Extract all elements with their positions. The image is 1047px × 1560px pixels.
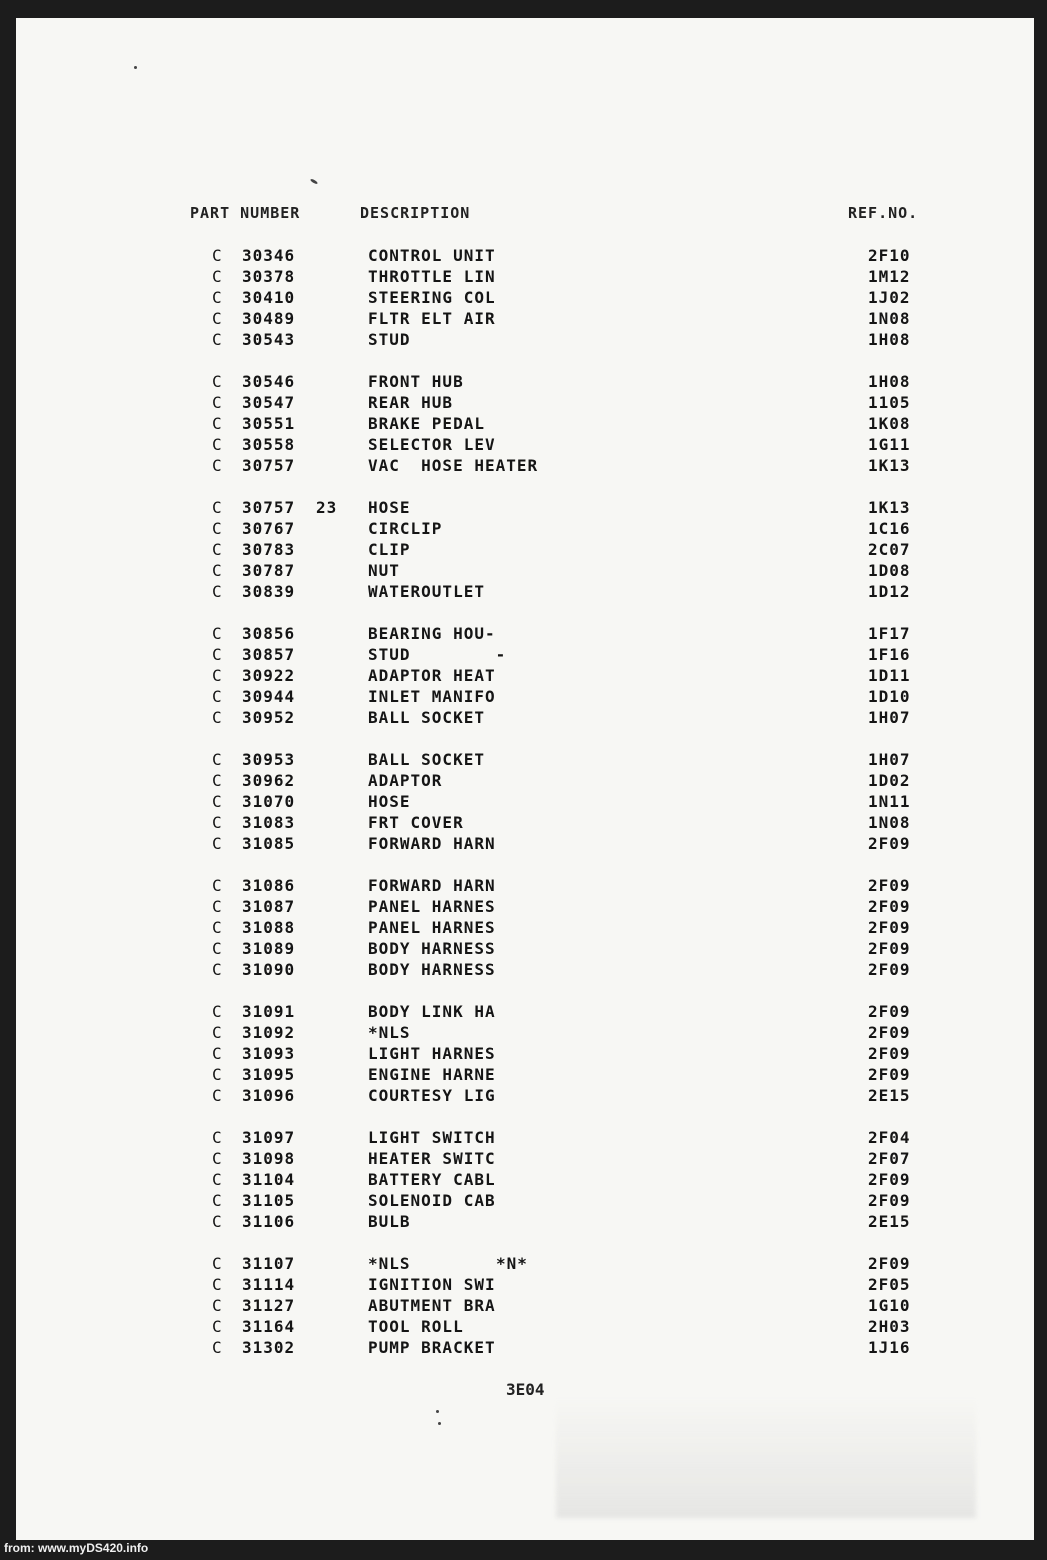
- row-prefix: C: [212, 792, 223, 811]
- description: ABUTMENT BRA: [368, 1296, 496, 1315]
- ref-number: 2F09: [868, 876, 911, 895]
- description: BALL SOCKET: [368, 750, 485, 769]
- ref-number: 2F09: [868, 1191, 911, 1210]
- part-number: 30839: [242, 582, 296, 601]
- table-row: [16, 792, 1034, 812]
- row-prefix: C: [212, 624, 223, 643]
- row-prefix: C: [212, 393, 223, 412]
- part-number: 30558: [242, 435, 296, 454]
- ref-number: 1G10: [868, 1296, 911, 1315]
- table-row: [16, 1212, 1034, 1232]
- row-prefix: C: [212, 645, 223, 664]
- page-id: 3E04: [506, 1380, 545, 1399]
- description: BODY LINK HA: [368, 1002, 496, 1021]
- row-prefix: C: [212, 519, 223, 538]
- row-prefix: C: [212, 267, 223, 286]
- part-number: 31097: [242, 1128, 296, 1147]
- ref-number: 1D12: [868, 582, 911, 601]
- part-number: 31090: [242, 960, 296, 979]
- row-prefix: C: [212, 771, 223, 790]
- table-row: [16, 750, 1034, 770]
- header-part-number: PART NUMBER: [190, 204, 301, 222]
- row-prefix: C: [212, 834, 223, 853]
- part-number: 30410: [242, 288, 296, 307]
- row-prefix: C: [212, 435, 223, 454]
- table-row: [16, 960, 1034, 980]
- ref-number: 1N08: [868, 813, 911, 832]
- description: FORWARD HARN: [368, 876, 496, 895]
- part-number: 31098: [242, 1149, 296, 1168]
- description: CONTROL UNIT: [368, 246, 496, 265]
- table-row: [16, 1128, 1034, 1148]
- part-number: 31086: [242, 876, 296, 895]
- description: CIRCLIP: [368, 519, 443, 538]
- part-number: 31107: [242, 1254, 296, 1273]
- row-prefix: C: [212, 750, 223, 769]
- description: BRAKE PEDAL: [368, 414, 485, 433]
- table-row: [16, 897, 1034, 917]
- ref-number: 2F09: [868, 897, 911, 916]
- table-row: [16, 708, 1034, 728]
- part-number: 30543: [242, 330, 296, 349]
- sub-number: 23: [316, 498, 338, 517]
- part-number: 31114: [242, 1275, 296, 1294]
- description: LIGHT SWITCH: [368, 1128, 496, 1147]
- table-row: [16, 834, 1034, 854]
- ref-number: 1J16: [868, 1338, 911, 1357]
- ref-number: 1D08: [868, 561, 911, 580]
- part-number: 30489: [242, 309, 296, 328]
- ref-number: 2F09: [868, 1023, 911, 1042]
- row-prefix: C: [212, 1044, 223, 1063]
- bleed-through-shadow: [556, 1398, 976, 1518]
- row-prefix: C: [212, 876, 223, 895]
- row-prefix: C: [212, 813, 223, 832]
- row-prefix: C: [212, 687, 223, 706]
- ref-number: 2E15: [868, 1212, 911, 1231]
- description: PUMP BRACKET: [368, 1338, 496, 1357]
- description: REAR HUB: [368, 393, 454, 412]
- ref-number: 2F05: [868, 1275, 911, 1294]
- speck: [438, 1422, 441, 1425]
- table-row: [16, 561, 1034, 581]
- part-number: 30962: [242, 771, 296, 790]
- ref-number: 1K13: [868, 456, 911, 475]
- ref-number: 2F09: [868, 834, 911, 853]
- ref-number: 1N11: [868, 792, 911, 811]
- row-prefix: C: [212, 330, 223, 349]
- description: IGNITION SWI: [368, 1275, 496, 1294]
- table-row: [16, 1149, 1034, 1169]
- row-prefix: C: [212, 246, 223, 265]
- row-prefix: C: [212, 1170, 223, 1189]
- table-row: [16, 939, 1034, 959]
- part-number: 30783: [242, 540, 296, 559]
- description: FRONT HUB: [368, 372, 464, 391]
- part-number: 31105: [242, 1191, 296, 1210]
- table-row: [16, 393, 1034, 413]
- ref-number: 1H07: [868, 708, 911, 727]
- part-number: 30767: [242, 519, 296, 538]
- part-number: 31164: [242, 1317, 296, 1336]
- ref-number: 2F10: [868, 246, 911, 265]
- table-row: [16, 498, 1034, 518]
- ref-number: 1K13: [868, 498, 911, 517]
- row-prefix: C: [212, 1149, 223, 1168]
- table-row: [16, 1275, 1034, 1295]
- ref-number: 2H03: [868, 1317, 911, 1336]
- table-row: [16, 372, 1034, 392]
- ref-number: 2E15: [868, 1086, 911, 1105]
- part-number: 30547: [242, 393, 296, 412]
- table-row: [16, 582, 1034, 602]
- part-number: 30856: [242, 624, 296, 643]
- ref-number: 1D02: [868, 771, 911, 790]
- row-prefix: C: [212, 1086, 223, 1105]
- ref-number: 1C16: [868, 519, 911, 538]
- description: WATEROUTLET: [368, 582, 485, 601]
- row-prefix: C: [212, 1296, 223, 1315]
- ref-number: 2F09: [868, 960, 911, 979]
- table-row: [16, 624, 1034, 644]
- row-prefix: C: [212, 456, 223, 475]
- part-number: 31088: [242, 918, 296, 937]
- ref-number: 2F09: [868, 1044, 911, 1063]
- description: BALL SOCKET: [368, 708, 485, 727]
- row-prefix: C: [212, 1023, 223, 1042]
- part-number: 31092: [242, 1023, 296, 1042]
- row-prefix: C: [212, 1212, 223, 1231]
- ref-number: 2F09: [868, 918, 911, 937]
- description: NUT: [368, 561, 400, 580]
- description: COURTESY LIG: [368, 1086, 496, 1105]
- description: STUD -: [368, 645, 507, 664]
- row-prefix: C: [212, 1128, 223, 1147]
- part-number: 31089: [242, 939, 296, 958]
- table-row: [16, 1023, 1034, 1043]
- row-prefix: C: [212, 561, 223, 580]
- part-number: 31091: [242, 1002, 296, 1021]
- part-number: 31104: [242, 1170, 296, 1189]
- description: CLIP: [368, 540, 411, 559]
- table-row: [16, 876, 1034, 896]
- ref-number: 2C07: [868, 540, 911, 559]
- description: PANEL HARNES: [368, 897, 496, 916]
- description: ADAPTOR HEAT: [368, 666, 496, 685]
- table-row: [16, 813, 1034, 833]
- ref-number: 1N08: [868, 309, 911, 328]
- part-number: 30378: [242, 267, 296, 286]
- table-row: [16, 330, 1034, 350]
- row-prefix: C: [212, 897, 223, 916]
- header-description: DESCRIPTION: [360, 204, 471, 222]
- ref-number: 1F16: [868, 645, 911, 664]
- ref-number: 2F09: [868, 939, 911, 958]
- table-row: [16, 1002, 1034, 1022]
- part-number: 30546: [242, 372, 296, 391]
- speck: [134, 66, 137, 69]
- description: *NLS: [368, 1254, 411, 1273]
- row-prefix: C: [212, 918, 223, 937]
- table-row: [16, 267, 1034, 287]
- description: BODY HARNESS: [368, 960, 496, 979]
- row-prefix: C: [212, 1065, 223, 1084]
- table-row: [16, 1338, 1034, 1358]
- table-row: [16, 519, 1034, 539]
- ref-number: 1J02: [868, 288, 911, 307]
- description: SOLENOID CAB: [368, 1191, 496, 1210]
- table-row: [16, 456, 1034, 476]
- table-row: [16, 1317, 1034, 1337]
- table-row: [16, 1065, 1034, 1085]
- header-ref-no: REF.NO.: [848, 204, 919, 222]
- table-row: [16, 645, 1034, 665]
- part-number: 30953: [242, 750, 296, 769]
- part-number: 30757: [242, 456, 296, 475]
- description: VAC HOSE HEATER: [368, 456, 539, 475]
- table-row: [16, 309, 1034, 329]
- row-prefix: C: [212, 666, 223, 685]
- table-row: [16, 246, 1034, 266]
- table-row: [16, 771, 1034, 791]
- table-row: [16, 1254, 1034, 1274]
- source-footer: from: www.myDS420.info: [4, 1541, 149, 1555]
- description: *NLS: [368, 1023, 411, 1042]
- description: HEATER SWITC: [368, 1149, 496, 1168]
- table-row: [16, 918, 1034, 938]
- ref-number: 1D10: [868, 687, 911, 706]
- description: STUD: [368, 330, 411, 349]
- table-row: [16, 1170, 1034, 1190]
- description: PANEL HARNES: [368, 918, 496, 937]
- row-prefix: C: [212, 582, 223, 601]
- flag: *N*: [496, 1254, 528, 1273]
- part-number: 30346: [242, 246, 296, 265]
- table-row: [16, 1044, 1034, 1064]
- part-number: 30857: [242, 645, 296, 664]
- part-number: 30922: [242, 666, 296, 685]
- part-number: 30952: [242, 708, 296, 727]
- part-number: 31083: [242, 813, 296, 832]
- part-number: 30757: [242, 498, 296, 517]
- row-prefix: C: [212, 1002, 223, 1021]
- part-number: 31093: [242, 1044, 296, 1063]
- row-prefix: C: [212, 1275, 223, 1294]
- row-prefix: C: [212, 1338, 223, 1357]
- part-number: 31096: [242, 1086, 296, 1105]
- ref-number: 1H08: [868, 372, 911, 391]
- row-prefix: C: [212, 708, 223, 727]
- description: HOSE: [368, 498, 411, 517]
- description: BULB: [368, 1212, 411, 1231]
- part-number: 31095: [242, 1065, 296, 1084]
- description: ENGINE HARNE: [368, 1065, 496, 1084]
- table-row: [16, 1296, 1034, 1316]
- row-prefix: C: [212, 939, 223, 958]
- part-number: 31087: [242, 897, 296, 916]
- ref-number: 2F09: [868, 1002, 911, 1021]
- part-number: 30551: [242, 414, 296, 433]
- description: THROTTLE LIN: [368, 267, 496, 286]
- part-number: 31085: [242, 834, 296, 853]
- ref-number: 1M12: [868, 267, 911, 286]
- description: INLET MANIFO: [368, 687, 496, 706]
- document-page: [16, 18, 1034, 1540]
- row-prefix: C: [212, 1191, 223, 1210]
- description: FRT COVER: [368, 813, 464, 832]
- description: LIGHT HARNES: [368, 1044, 496, 1063]
- table-row: [16, 1191, 1034, 1211]
- row-prefix: C: [212, 288, 223, 307]
- ref-number: 1105: [868, 393, 911, 412]
- table-row: [16, 1086, 1034, 1106]
- table-row: [16, 435, 1034, 455]
- table-row: [16, 666, 1034, 686]
- description: FLTR ELT AIR: [368, 309, 496, 328]
- ref-number: 2F04: [868, 1128, 911, 1147]
- ref-number: 1H08: [868, 330, 911, 349]
- part-number: 31070: [242, 792, 296, 811]
- row-prefix: C: [212, 372, 223, 391]
- row-prefix: C: [212, 1317, 223, 1336]
- row-prefix: C: [212, 1254, 223, 1273]
- ref-number: 2F09: [868, 1065, 911, 1084]
- part-number: 31127: [242, 1296, 296, 1315]
- ref-number: 1F17: [868, 624, 911, 643]
- part-number: 31302: [242, 1338, 296, 1357]
- row-prefix: C: [212, 309, 223, 328]
- description: ADAPTOR: [368, 771, 443, 790]
- description: BEARING HOU-: [368, 624, 496, 643]
- description: HOSE: [368, 792, 411, 811]
- row-prefix: C: [212, 540, 223, 559]
- table-row: [16, 687, 1034, 707]
- table-row: [16, 540, 1034, 560]
- ref-number: 2F09: [868, 1170, 911, 1189]
- speck: [310, 178, 318, 185]
- part-number: 31106: [242, 1212, 296, 1231]
- description: SELECTOR LEV: [368, 435, 496, 454]
- row-prefix: C: [212, 960, 223, 979]
- ref-number: 1G11: [868, 435, 911, 454]
- speck: [436, 1410, 439, 1413]
- ref-number: 1D11: [868, 666, 911, 685]
- ref-number: 1H07: [868, 750, 911, 769]
- row-prefix: C: [212, 498, 223, 517]
- ref-number: 2F07: [868, 1149, 911, 1168]
- ref-number: 1K08: [868, 414, 911, 433]
- description: STEERING COL: [368, 288, 496, 307]
- row-prefix: C: [212, 414, 223, 433]
- description: FORWARD HARN: [368, 834, 496, 853]
- description: TOOL ROLL: [368, 1317, 464, 1336]
- part-number: 30787: [242, 561, 296, 580]
- description: BODY HARNESS: [368, 939, 496, 958]
- part-number: 30944: [242, 687, 296, 706]
- ref-number: 2F09: [868, 1254, 911, 1273]
- description: BATTERY CABL: [368, 1170, 496, 1189]
- table-row: [16, 414, 1034, 434]
- table-row: [16, 288, 1034, 308]
